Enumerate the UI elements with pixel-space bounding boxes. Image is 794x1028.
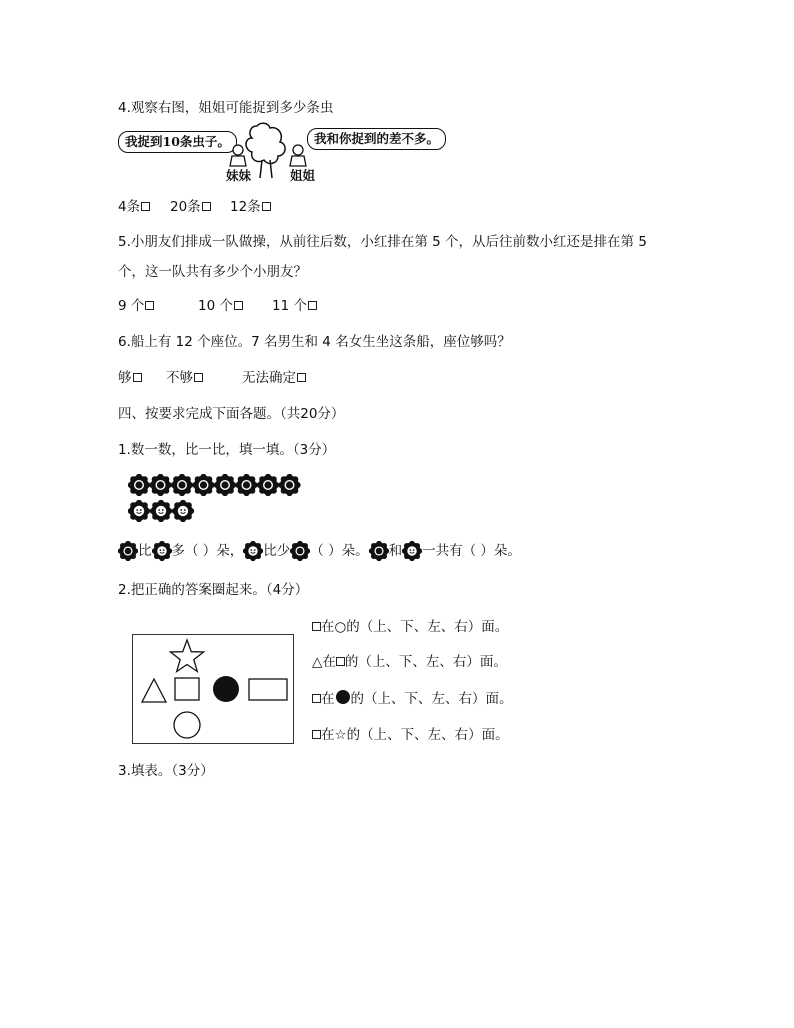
black-flower-icon — [369, 541, 389, 561]
s4q2-s2b-text: 的（上、下、左、右）面。 — [344, 654, 507, 670]
s4q1-text-1: 比 — [138, 543, 152, 559]
answer-box[interactable] — [141, 202, 150, 211]
girl-right-icon — [290, 145, 306, 166]
answer-box[interactable] — [308, 301, 317, 310]
q5-line2: 个，这一队共有多少个小朋友？ — [118, 264, 307, 280]
q6-option-b[interactable] — [166, 368, 203, 388]
q5-option-b-label: 10 个 — [198, 298, 233, 314]
flower-row-smile — [128, 500, 198, 522]
s4q2-s3a-text: 在 — [321, 691, 335, 707]
q4-title: 4.观察右图，姐姐可能捉到多少条虫 — [118, 100, 334, 116]
smile-flower-icon — [402, 541, 422, 561]
speech-bubble-left: 我捉到10条虫子。 — [118, 131, 237, 153]
answer-box[interactable] — [202, 202, 211, 211]
q4-option-b[interactable] — [170, 197, 211, 217]
smile-flower-icon — [243, 541, 263, 561]
s4q2-statement-1 — [312, 617, 508, 637]
s4q1-text-6: 一共有（ ）朵。 — [422, 543, 521, 559]
square-glyph-icon — [312, 622, 321, 631]
black-flower-icon — [118, 541, 138, 561]
rectangle-shape — [249, 679, 287, 700]
answer-box[interactable] — [297, 373, 306, 382]
answer-box[interactable] — [262, 202, 271, 211]
black-circle-shape — [213, 676, 239, 702]
flower-row-black — [128, 474, 304, 496]
q6-option-b-label: 不够 — [166, 370, 193, 386]
section4-title: 四、按要求完成下面各题。（共20分） — [118, 406, 345, 422]
s4q1-text-3: 比少 — [263, 543, 291, 559]
q6-title: 6.船上有 12 个座位。7 名男生和 4 名女生坐这条船，座位够吗？ — [118, 334, 511, 350]
star-shape — [170, 640, 203, 672]
q5-line1: 5.小朋友们排成一队做操，从前往后数，小红排在第 5 个，从后往前数小红还是排在第 5 — [118, 234, 647, 250]
speech-bubble-right: 我和你捉到的差不多。 — [307, 128, 446, 150]
q5-option-c-label: 11 个 — [272, 298, 307, 314]
square-glyph-icon — [336, 657, 345, 666]
shapes-figure — [132, 634, 294, 744]
answer-box[interactable] — [234, 301, 243, 310]
s4q3-title: 3.填表。（3分） — [118, 763, 214, 779]
square-glyph-icon — [312, 730, 321, 739]
circle-shape — [174, 712, 200, 738]
s4q1-text-2: 多（ ）朵， — [171, 543, 244, 559]
label-younger-sister: 妹妹 — [226, 168, 252, 183]
black-dot-icon — [335, 689, 351, 705]
s4q2-title: 2.把正确的答案圈起来。（4分） — [118, 582, 309, 598]
s4q2-s1-text: 在○的（上、下、左、右）面。 — [321, 619, 509, 635]
triangle-shape — [142, 679, 166, 702]
q5-option-a-label: 9 个 — [118, 298, 145, 314]
q6-option-c[interactable] — [242, 368, 306, 388]
q4-option-c[interactable] — [230, 197, 271, 217]
label-older-sister: 姐姐 — [290, 168, 316, 183]
answer-box[interactable] — [194, 373, 203, 382]
square-shape — [175, 678, 199, 700]
s4q2-s2a-text: △在 — [312, 654, 336, 670]
s4q2-s4-text: 在☆的（上、下、左、右）面。 — [321, 727, 509, 743]
s4q1-text-5: 和 — [388, 543, 403, 559]
q4-option-b-label: 20条 — [170, 199, 201, 215]
s4q2-statement-4 — [312, 725, 509, 745]
q5-option-a[interactable] — [118, 296, 154, 316]
black-flower-icon — [290, 541, 310, 561]
q6-option-a-label: 够 — [118, 370, 132, 386]
s4q2-s3b-text: 的（上、下、左、右）面。 — [350, 691, 513, 707]
q5-option-b[interactable] — [198, 296, 243, 316]
s4q1-text-4: （ ）朵。 — [310, 543, 369, 559]
q5-option-c[interactable] — [272, 296, 317, 316]
s4q2-statement-3 — [312, 689, 513, 709]
smile-flower-icon — [152, 541, 172, 561]
q4-option-c-label: 12条 — [230, 199, 261, 215]
q6-option-c-label: 无法确定 — [242, 370, 296, 386]
s4q1-title: 1.数一数，比一比，填一填。（3分） — [118, 442, 336, 458]
s4q2-statement-2 — [312, 652, 507, 672]
girl-left-icon — [230, 145, 246, 166]
q4-option-a[interactable] — [118, 197, 150, 217]
answer-box[interactable] — [145, 301, 154, 310]
s4q1-compare-line — [118, 540, 521, 562]
q4-option-a-label: 4条 — [118, 199, 141, 215]
square-glyph-icon — [312, 694, 321, 703]
answer-box[interactable] — [133, 373, 142, 382]
q6-option-a[interactable] — [118, 368, 142, 388]
